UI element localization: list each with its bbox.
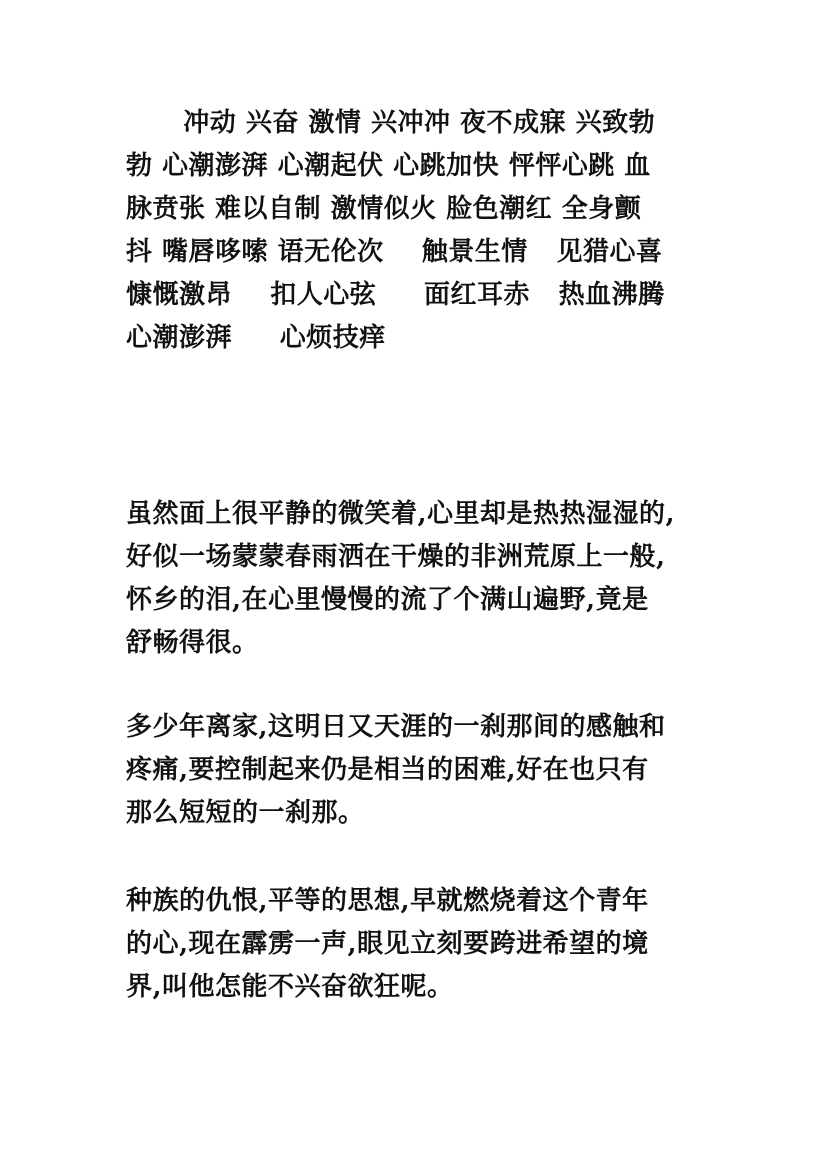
vocabulary-list <box>126 102 704 360</box>
paragraph <box>126 706 704 835</box>
paragraph-line: 好似一场蒙蒙春雨洒在干燥的非洲荒原上一般, <box>126 542 666 572</box>
paragraph-line: 舒畅得很。 <box>126 628 259 658</box>
paragraph-line: 界,叫他怎能不兴奋欲狂呢。 <box>126 972 454 1002</box>
paragraph-line: 疼痛,要控制起来仍是相当的困难,好在也只有 <box>126 755 649 785</box>
vocabulary-line: 慷慨激昂 扣人心弦 面红耳赤 热血沸腾 <box>126 280 665 310</box>
paragraph-line: 怀乡的泪,在心里慢慢的流了个满山遍野,竟是 <box>126 585 649 615</box>
paragraph-line: 虽然面上很平静的微笑着,心里却是热热湿湿的, <box>126 499 676 529</box>
vocabulary-line: 勃 心潮澎湃 心潮起伏 心跳加快 怦怦心跳 血 <box>126 151 651 181</box>
paragraph-line: 那么短短的一刹那。 <box>126 798 365 828</box>
vocabulary-line: 抖 嘴唇哆嗦 语无伦次 触景生情 见猎心喜 <box>126 237 663 267</box>
paragraph <box>126 493 704 665</box>
paragraph-line: 多少年离家,这明日又天涯的一刹那间的感触和 <box>126 712 666 742</box>
paragraph <box>126 880 704 1009</box>
vocabulary-line: 心潮澎湃 心烦技痒 <box>126 323 386 353</box>
paragraph-line: 种族的仇恨,平等的思想,早就燃烧着这个青年 <box>126 886 649 916</box>
vocabulary-line: 脉贲张 难以自制 激情似火 脸色潮红 全身颤 <box>126 194 642 224</box>
vocabulary-line: 冲动 兴奋 激情 兴冲冲 夜不成寐 兴致勃 <box>126 108 656 138</box>
paragraph-line: 的心,现在霹雳一声,眼见立刻要跨进希望的境 <box>126 929 649 959</box>
